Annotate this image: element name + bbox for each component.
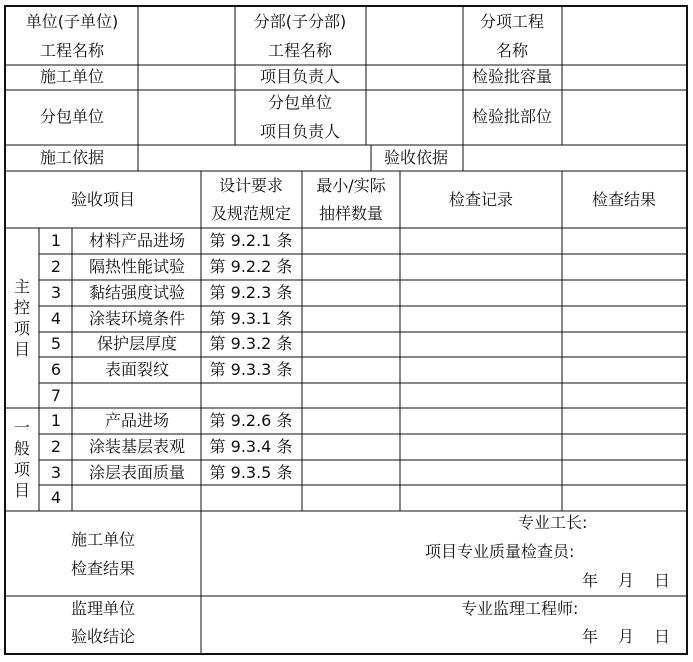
main-row-clause: 第 9.2.3 条 [209, 283, 293, 302]
supervision-label: 监理单位 [70, 599, 136, 618]
column-header-item: 验收项目 [70, 190, 136, 209]
year-label: 年 [581, 571, 599, 590]
column-header-sample-line2: 抽样数量 [318, 204, 384, 223]
column-header-design: 设计要求 [218, 176, 284, 195]
batch-capacity-label: 检验批容量 [471, 67, 553, 86]
general-row-no: 2 [50, 437, 62, 456]
division-name-label-line2: 工程名称 [267, 41, 333, 60]
construction-check-label: 施工单位 [70, 530, 136, 549]
main-row-item: 隔热性能试验 [88, 257, 186, 276]
main-row-no: 1 [50, 231, 62, 250]
general-row-no: 3 [50, 463, 62, 482]
main-row-no: 3 [50, 283, 62, 302]
subcontract-manager-label: 分包单位 [267, 93, 333, 112]
project-manager-label: 项目负责人 [259, 67, 341, 86]
main-row-item: 黏结强度试验 [88, 283, 186, 302]
construction-unit-label: 施工单位 [39, 67, 105, 86]
main-row-clause: 第 9.3.2 条 [209, 334, 293, 353]
general-row-clause: 第 9.2.6 条 [209, 411, 293, 430]
column-header-design-line2: 及规范规定 [210, 204, 292, 223]
main-row-no: 5 [50, 334, 62, 353]
month-label: 月 [617, 627, 635, 646]
general-row-clause: 第 9.3.4 条 [209, 437, 293, 456]
main-row-item: 材料产品进场 [88, 231, 186, 250]
day-label: 日 [653, 627, 671, 646]
supervising-engineer-label: 专业监理工程师: [461, 599, 579, 618]
main-row-clause: 第 9.2.2 条 [209, 257, 293, 276]
batch-location-label: 检验批部位 [471, 107, 553, 126]
general-row-item: 产品进场 [104, 411, 170, 430]
main-row-item: 表面裂纹 [104, 360, 170, 379]
general-row-item: 涂层表面质量 [88, 463, 186, 482]
main-row-clause: 第 9.2.1 条 [209, 231, 293, 250]
column-header-result: 检查结果 [591, 190, 657, 209]
construction-basis-label: 施工依据 [39, 148, 105, 167]
main-row-clause: 第 9.3.1 条 [209, 309, 293, 328]
day-label: 日 [653, 571, 671, 590]
division-name-label: 分部(子分部) [253, 12, 347, 31]
subcontract-manager-label-line2: 项目负责人 [259, 122, 341, 141]
year-label: 年 [581, 627, 599, 646]
general-row-item: 涂装基层表观 [88, 437, 186, 456]
foreman-label: 专业工长: [518, 513, 588, 532]
main-row-item: 保护层厚度 [96, 334, 178, 353]
unit-name-label-line2: 工程名称 [39, 41, 105, 60]
construction-check-label-line2: 检查结果 [70, 559, 136, 578]
supervision-label-line2: 验收结论 [70, 627, 136, 646]
quality-inspector-label: 项目专业质量检查员: [425, 542, 575, 561]
unit-name-label: 单位(子单位) [25, 12, 119, 31]
subitem-name-label-line2: 名称 [495, 41, 529, 60]
main-row-no: 6 [50, 360, 62, 379]
main-row-item: 涂装环境条件 [88, 309, 186, 328]
main-row-clause: 第 9.3.3 条 [209, 360, 293, 379]
column-header-sample: 最小/实际 [316, 176, 386, 195]
general-row-no: 4 [50, 488, 62, 507]
column-header-record: 检查记录 [448, 190, 514, 209]
general-items-label: 一般项目 [13, 418, 30, 500]
main-row-no: 7 [50, 386, 62, 405]
acceptance-basis-label: 验收依据 [383, 148, 449, 167]
main-control-label: 主控项目 [13, 277, 30, 359]
main-row-no: 4 [50, 309, 62, 328]
general-row-clause: 第 9.3.5 条 [209, 463, 293, 482]
general-row-no: 1 [50, 411, 62, 430]
subcontract-unit-label: 分包单位 [39, 107, 105, 126]
main-row-no: 2 [50, 257, 62, 276]
subitem-name-label: 分项工程 [479, 12, 545, 31]
month-label: 月 [617, 571, 635, 590]
